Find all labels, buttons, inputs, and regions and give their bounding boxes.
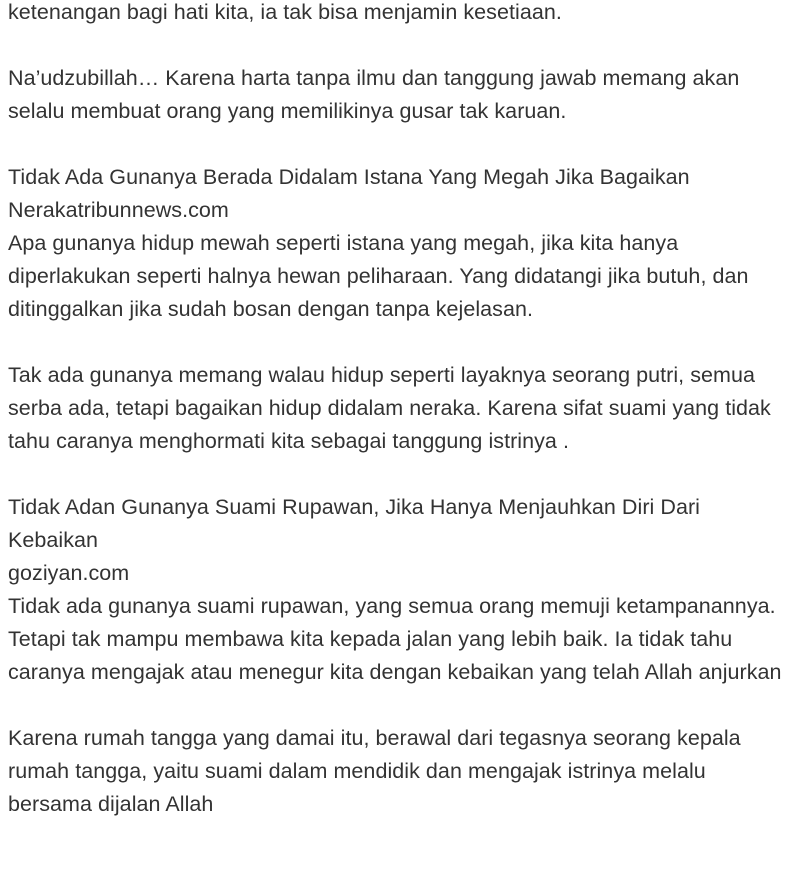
paragraph-6: Karena rumah tangga yang damai itu, berawal dari tegasnya seorang kepala rumah tangga, yaitu suami dalam mendidik dan mengajak istrinya melalu bersama dijalan Allah [8, 726, 741, 816]
paragraph-1: ketenangan bagi hati kita, ia tak bisa menjamin kesetiaan. [8, 0, 562, 24]
article-body [8, 0, 792, 821]
paragraph-gap [8, 326, 792, 359]
paragraph-3: Apa gunanya hidup mewah seperti istana yang megah, jika kita hanya diperlakukan seperti halnya hewan peliharaan. Yang didatangi jika butuh, dan ditinggalkan jika sudah bosan dengan tanpa kejelasan. [8, 231, 749, 321]
paragraph-4: Tak ada gunanya memang walau hidup seperti layaknya seorang putri, semua serba ada, tetapi bagaikan hidup didalam neraka. Karena sifat suami yang tidak tahu caranya menghormati kita sebagai tanggung istrinya . [8, 363, 771, 453]
section-heading-1: Tidak Ada Gunanya Berada Didalam Istana Yang Megah Jika Bagaikan Nerakatribunnews.com [8, 165, 690, 222]
section-heading-2: Tidak Adan Gunanya Suami Rupawan, Jika Hanya Menjauhkan Diri Dari Kebaikan [8, 495, 701, 552]
paragraph-gap [8, 29, 792, 62]
paragraph-2: Na’udzubillah… Karena harta tanpa ilmu dan tanggung jawab memang akan selalu membuat orang yang memilikinya gusar tak karuan. [8, 66, 740, 123]
paragraph-5: Tidak ada gunanya suami rupawan, yang semua orang memuji ketampanannya. Tetapi tak mampu membawa kita kepada jalan yang lebih baik. Ia tidak tahu caranya mengajak atau menegur kita dengan kebaikan yang telah Allah anjurkan [8, 594, 782, 684]
paragraph-gap [8, 689, 792, 722]
image-source-caption: goziyan.com [8, 561, 130, 585]
paragraph-gap [8, 458, 792, 491]
paragraph-gap [8, 128, 792, 161]
